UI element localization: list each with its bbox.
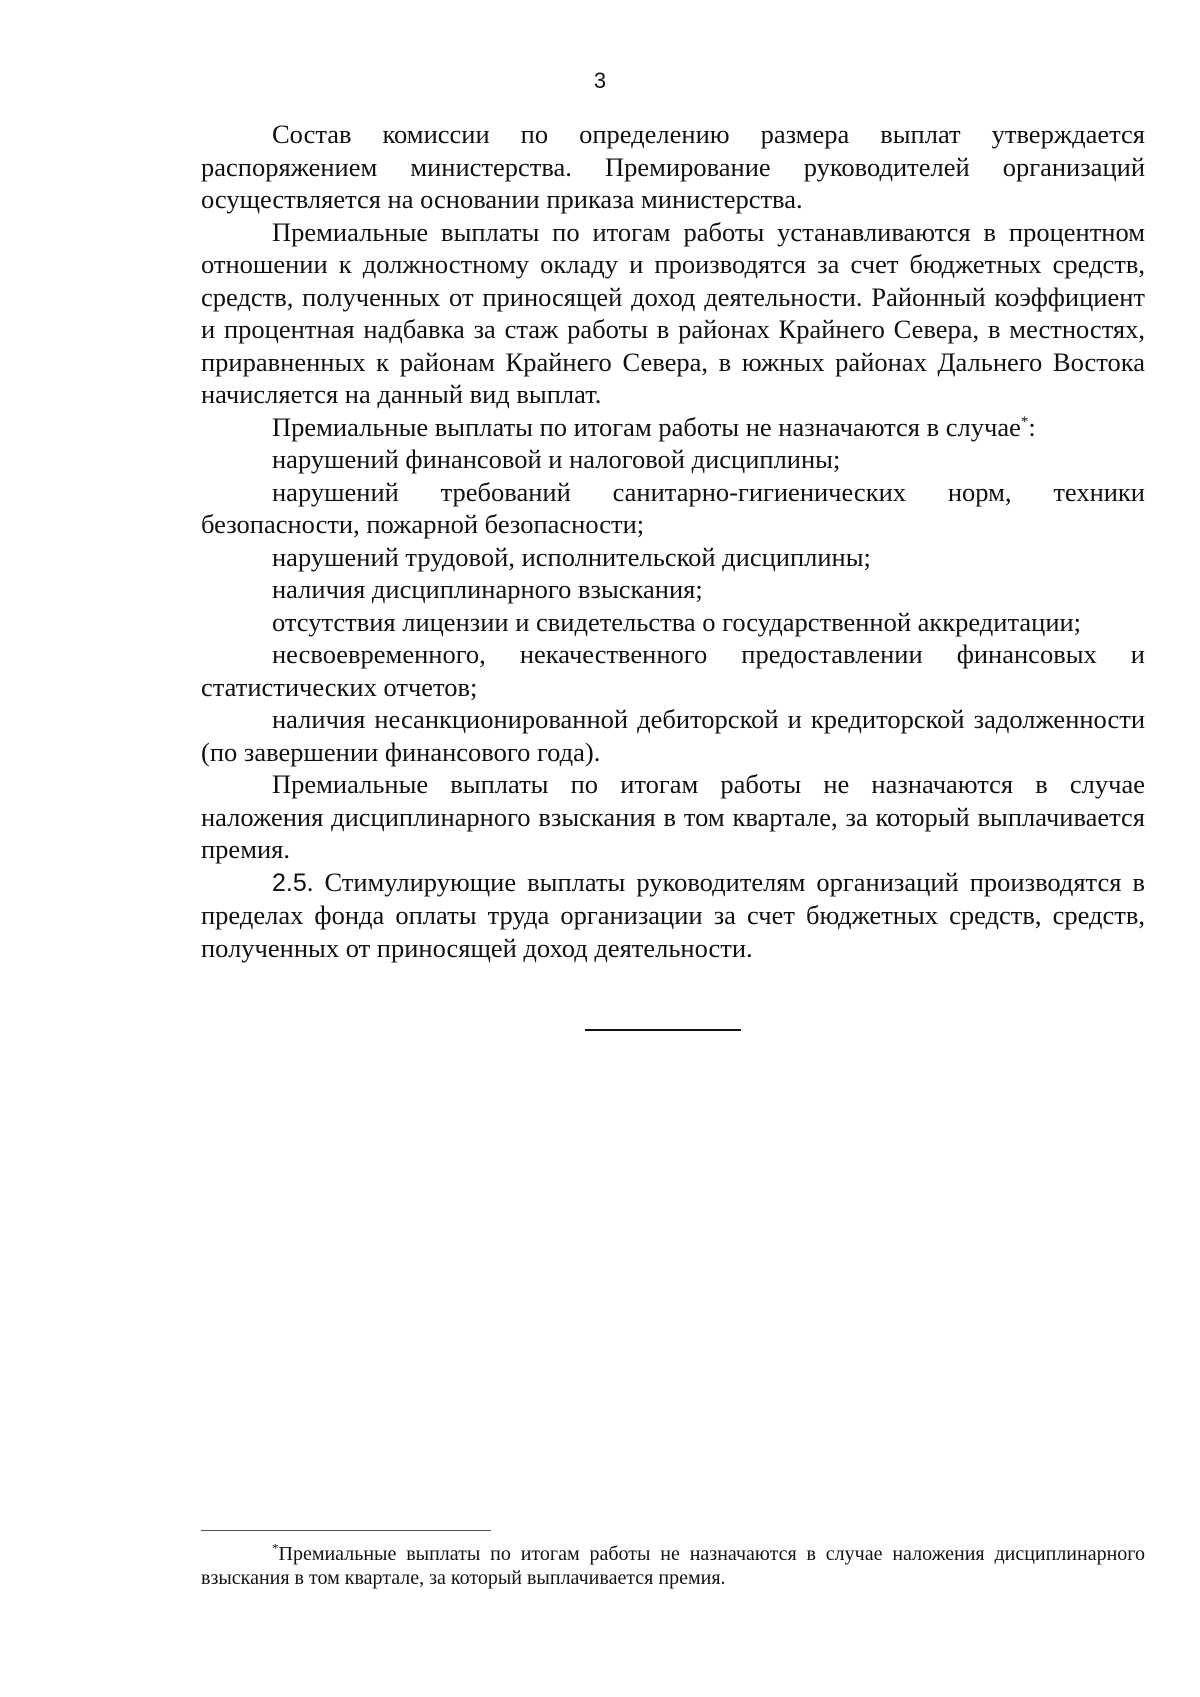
list-item: нарушений финансовой и налоговой дисциплины; — [272, 444, 841, 474]
paragraph-section-2-5 — [201, 866, 1145, 965]
paragraph-bonus-not-assigned — [201, 411, 1145, 444]
list-item: отсутствия лицензии и свидетельства о государственной аккредитации; — [272, 606, 1082, 637]
paragraph-disciplinary: Премиальные выплаты по итогам работы не назначаются в случае наложения дисциплинарного взыскания в том квартале, за который выплачивается премия. — [201, 769, 1145, 864]
footnote-body: Премиальные выплаты по итогам работы не назначаются в случае наложения дисциплинарного взыскания в том квартале, за который выплачивается премия. — [201, 1543, 1145, 1589]
footnote-reference: * — [1020, 413, 1029, 430]
section-number: 2.5 — [272, 868, 307, 897]
list-item: нарушений требований санитарно-гигиенических норм, техники безопасности, пожарной безопасности; — [201, 476, 1145, 539]
paragraph-bonus-payments: Премиальные выплаты по итогам работы устанавливаются в процентном отношении к должностному окладу и производятся за счет бюджетных средств, средств, полученных от приносящей доход деятельности. Районный коэффициент и процентная надбавка за стаж работы в районах Крайнего Севера, в местностях, приравненных к районам Крайнего Севера, в южных районах Дальнего Востока начисляется на данный вид выплат. — [201, 216, 1145, 409]
paragraph-text: Премиальные выплаты по итогам работы не назначаются в случае — [272, 411, 1021, 442]
footnote-separator — [201, 1530, 491, 1531]
list-item: наличия несанкционированной дебиторской и кредиторской задолженности (по завершении финансового года). — [201, 704, 1145, 767]
document-body — [201, 118, 1145, 964]
paragraph-commission: Состав комиссии по определению размера выплат утверждается распоряжением министерства. Премирование руководителей организаций осуществляется на основании приказа министерства. — [201, 119, 1145, 214]
end-of-text-line — [585, 1029, 741, 1031]
paragraph-text: . Стимулирующие выплаты руководителям организаций производятся в пределах фонда оплаты труда организации за счет бюджетных средств, средств, полученных от приносящей доход деятельности. — [201, 866, 1145, 963]
footnote-mark: * — [272, 1540, 279, 1556]
footnote — [201, 1542, 1145, 1590]
footnote-text — [201, 1542, 1145, 1590]
page-number: 3 — [593, 68, 607, 93]
paragraph-colon: : — [1028, 411, 1036, 442]
list-item: нарушений трудовой, исполнительской дисциплины; — [272, 541, 871, 572]
list-item: наличия дисциплинарного взыскания; — [272, 574, 703, 604]
list-item: несвоевременного, некачественного предоставлении финансовых и статистических отчетов; — [201, 639, 1145, 702]
